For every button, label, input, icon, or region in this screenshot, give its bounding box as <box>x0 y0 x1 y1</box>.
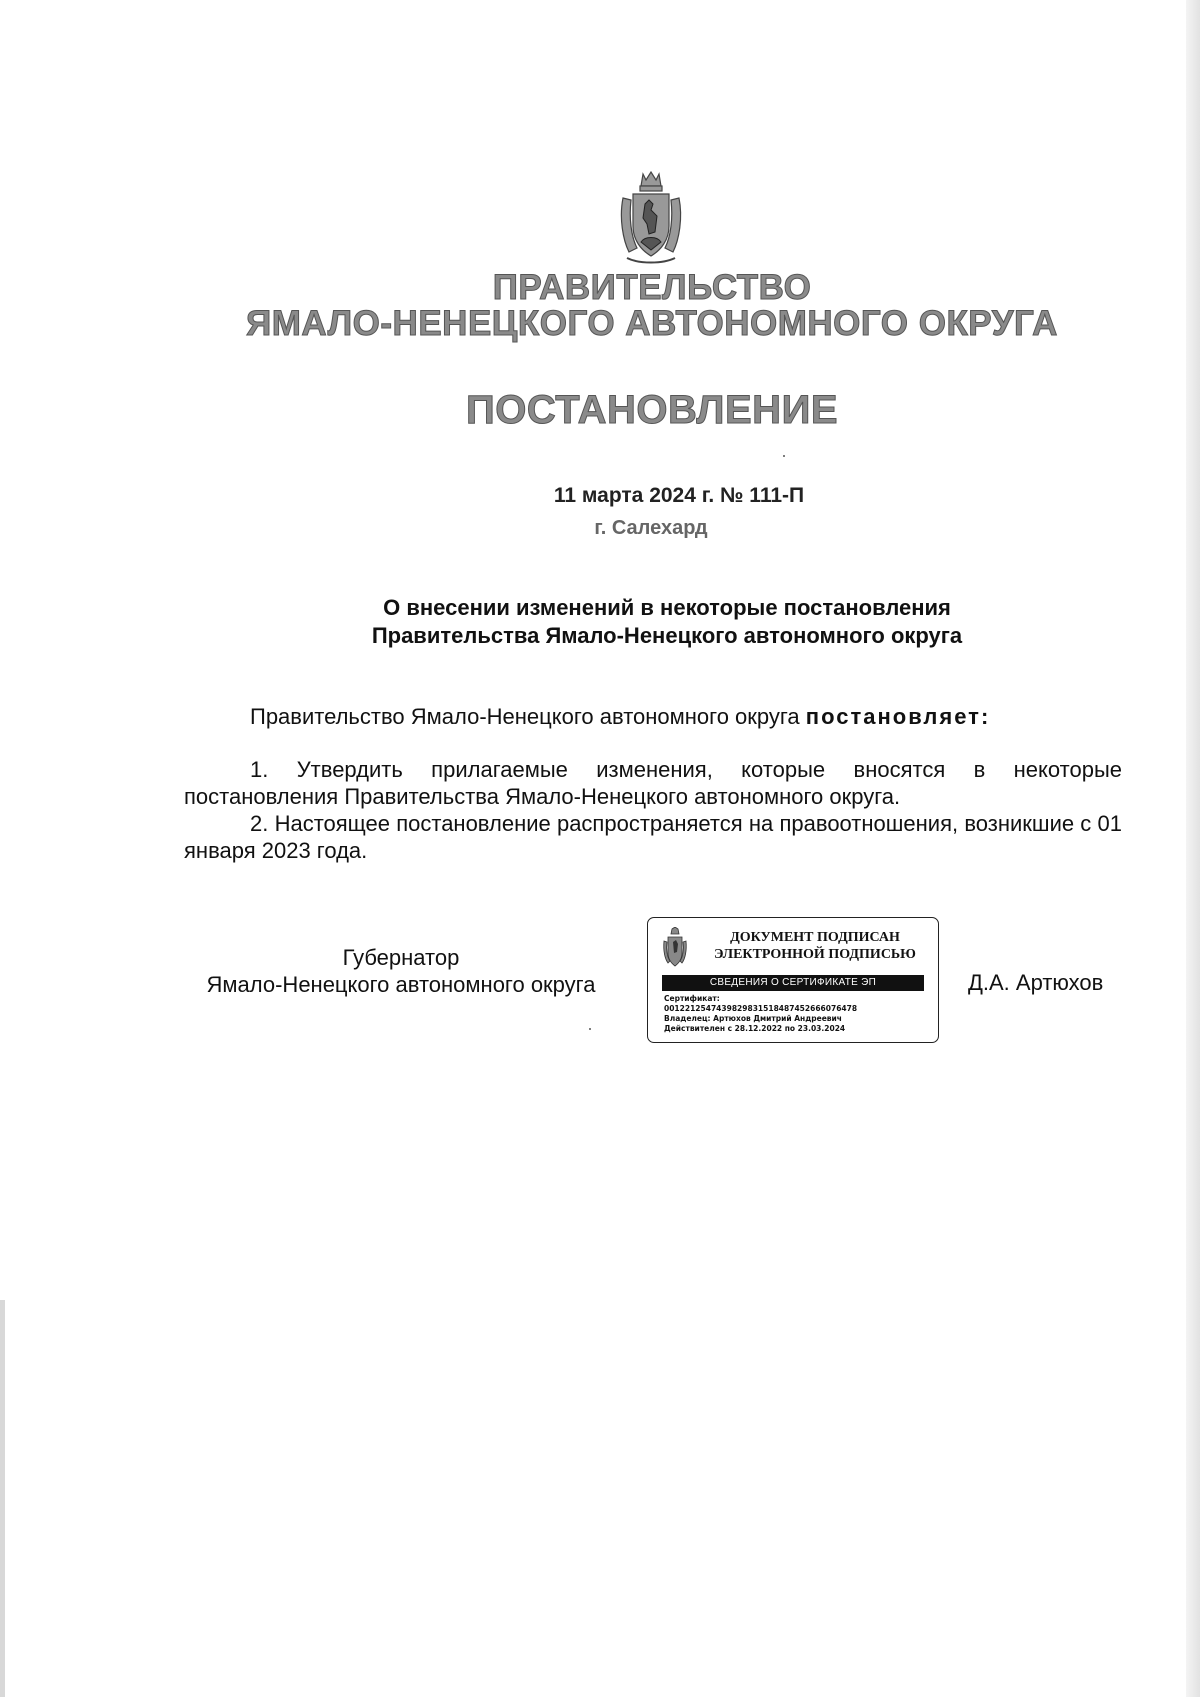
signer-position-line2: Ямало-Ненецкого автономного округа <box>206 972 596 997</box>
coat-of-arms-icon <box>615 170 687 266</box>
government-title-line2: ЯМАЛО-НЕНЕЦКОГО АВТОНОМНОГО ОКРУГА <box>246 304 1058 343</box>
scan-edge-left <box>0 1300 5 1697</box>
stamp-title-line1: ДОКУМЕНТ ПОДПИСАН <box>730 930 900 945</box>
subject-line1: О внесении изменений в некоторые постановления <box>383 595 951 620</box>
date-and-number: 11 марта 2024 г. № 111-П <box>553 484 805 507</box>
signer-position-line1: Губернатор <box>342 945 460 970</box>
preamble <box>250 703 1130 730</box>
signer-position <box>176 944 626 998</box>
certificate-info-bar: СВЕДЕНИЯ О СЕРТИФИКАТЕ ЭП <box>662 975 924 991</box>
scan-speck <box>589 1028 591 1030</box>
preamble-text: Правительство Ямало-Ненецкого автономного округа <box>250 704 806 729</box>
certificate-label: Сертификат: <box>664 994 720 1003</box>
scan-speck <box>783 455 785 457</box>
electronic-signature-stamp <box>647 917 939 1043</box>
certificate-details <box>664 994 926 1034</box>
certificate-number: 0012212547439829831518487452666076478 <box>664 1004 858 1013</box>
stamp-title <box>704 929 926 963</box>
government-title-line1: ПРАВИТЕЛЬСТВО <box>492 268 812 307</box>
certificate-owner: Владелец: Артюхов Дмитрий Андреевич <box>664 1014 842 1023</box>
subject-line2: Правительства Ямало-Ненецкого автономного округа <box>371 623 963 648</box>
stamp-emblem-icon <box>662 927 688 969</box>
paragraph-2: 2. Настоящее постановление распространяется на правоотношения, возникшие с 01 января 2023 года. <box>184 811 1122 863</box>
city: г. Салехард <box>594 517 708 539</box>
document-type-heading: ПОСТАНОВЛЕНИЕ <box>465 388 838 432</box>
stamp-title-line2: ЭЛЕКТРОННОЙ ПОДПИСЬЮ <box>714 947 916 962</box>
certificate-validity: Действителен с 28.12.2022 по 23.03.2024 <box>664 1024 846 1033</box>
scan-edge-right <box>1186 0 1200 1697</box>
paragraph-1: 1. Утвердить прилагаемые изменения, которые вносятся в некоторые постановления Правительства Ямало-Ненецкого автономного округа. <box>184 757 1122 809</box>
document-subject <box>0 594 1200 650</box>
preamble-decree-word: постановляет: <box>805 704 991 729</box>
signer-name: Д.А. Артюхов <box>968 970 1104 995</box>
